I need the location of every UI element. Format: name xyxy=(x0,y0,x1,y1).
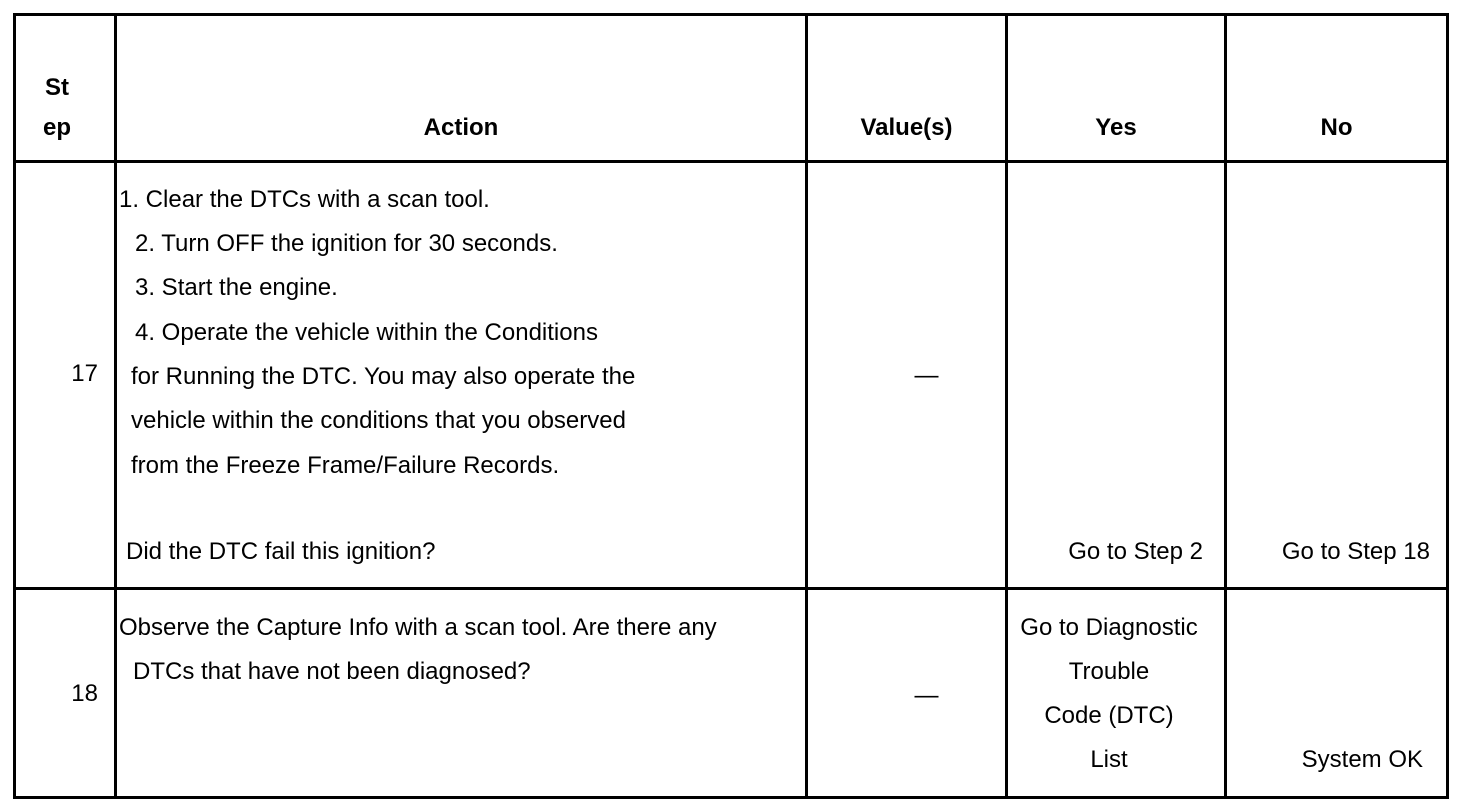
row-18-step: 18 xyxy=(71,680,98,707)
row-17-no: Go to Step 18 xyxy=(1281,538,1430,565)
row-17-action-line-5: for Running the DTC. You may also operate the xyxy=(131,363,636,390)
header-values: Value(s) xyxy=(860,114,953,141)
header-step xyxy=(16,68,98,148)
row-17-yes: Go to Step 2 xyxy=(1068,538,1203,565)
row-17-action-line-4: 4. Operate the vehicle within the Conditions xyxy=(135,319,598,346)
row-18-action-line-2: DTCs that have not been diagnosed? xyxy=(133,658,531,685)
row-17-action-line-7: from the Freeze Frame/Failure Records. xyxy=(131,452,560,479)
row-18-action-line-1: Observe the Capture Info with a scan tool. Are there any xyxy=(119,614,717,641)
row-18-no: System OK xyxy=(1301,746,1423,773)
row-17-value: — xyxy=(914,362,939,389)
row-18-value: — xyxy=(914,682,939,709)
header-no: No xyxy=(1320,114,1353,141)
row-17-action-line-2: 2. Turn OFF the ignition for 30 seconds. xyxy=(135,230,558,257)
header-step-line1: St xyxy=(45,74,69,101)
row-17-step: 17 xyxy=(71,360,98,387)
table-border-top xyxy=(13,13,1449,16)
row-divider xyxy=(13,587,1449,590)
header-action: Action xyxy=(423,114,499,141)
row-17-action-line-3: 3. Start the engine. xyxy=(135,274,338,301)
row-18-yes-line-3: Code (DTC) xyxy=(1044,702,1174,729)
row-18-yes-line-4: List xyxy=(1090,746,1128,773)
table-border-right xyxy=(1446,13,1449,799)
row-18-yes xyxy=(1008,606,1210,782)
row-18-yes-line-2: Trouble xyxy=(1068,658,1150,685)
row-17-action-line-1: 1. Clear the DTCs with a scan tool. xyxy=(119,186,490,213)
header-divider xyxy=(13,160,1449,163)
header-step-line2: ep xyxy=(42,114,71,141)
row-17-question: Did the DTC fail this ignition? xyxy=(126,538,436,565)
row-17-action-line-6: vehicle within the conditions that you observed xyxy=(131,407,626,434)
row-18-yes-line-1: Go to Diagnostic xyxy=(1020,614,1198,641)
table-border-bottom xyxy=(13,796,1449,799)
header-yes: Yes xyxy=(1095,114,1137,141)
